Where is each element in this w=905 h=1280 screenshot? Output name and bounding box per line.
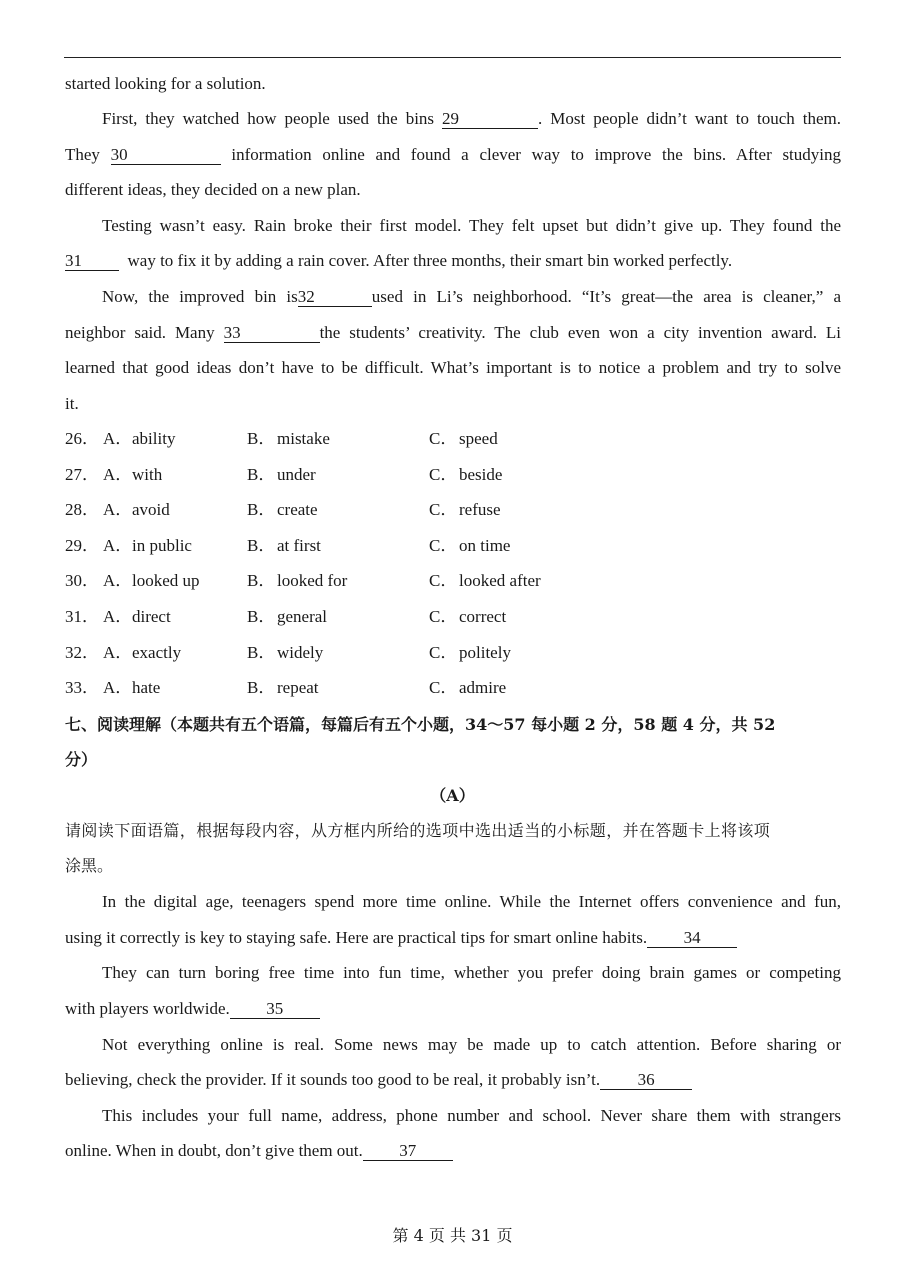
question-number: 30． — [65, 571, 99, 591]
blank-32: 32 — [298, 288, 372, 307]
text: way to fix it by adding a rain cover. After three months, their smart bin worked perfectly. — [127, 251, 733, 270]
option-a-letter: A． — [103, 607, 133, 626]
question-number: 33． — [65, 678, 99, 698]
option-c-letter: C． — [429, 429, 458, 448]
option-a: exactly — [132, 642, 182, 662]
option-a-letter: A． — [103, 429, 133, 448]
option-b-letter: B． — [247, 429, 276, 448]
passage-a-line: Not everything online is real. Some news may be made up to catch attention. Before sharing or — [102, 1035, 841, 1054]
option-b-letter: B． — [247, 464, 276, 484]
option-b: looked for — [277, 571, 348, 591]
option-a-letter: A． — [103, 642, 133, 662]
text: used in Li’s neighborhood. “It’s great—the area is cleaner,” a — [371, 287, 841, 306]
passage-line: started looking for a solution. — [65, 74, 266, 93]
option-b: under — [277, 464, 316, 484]
option-a: with — [132, 464, 163, 484]
passage-a-line: This includes your full name, address, phone number and school. Never share them with strangers — [102, 1106, 841, 1125]
text: They — [65, 145, 100, 164]
text: First, they watched how people used the bins — [102, 109, 435, 128]
option-b-letter: B． — [247, 607, 276, 626]
paragraph-31 — [65, 251, 841, 271]
question-number: 27． — [65, 464, 99, 484]
option-c: politely — [459, 642, 511, 662]
option-c-letter: C． — [429, 642, 458, 662]
option-a: direct — [132, 607, 171, 626]
passage-line: learned that good ideas don’t have to be difficult. What’s important is to notice a problem and try to solve — [65, 358, 841, 377]
option-a-letter: A． — [103, 535, 133, 555]
paragraph-30 — [65, 145, 841, 165]
option-b: repeat — [277, 678, 319, 698]
option-b: at first — [277, 535, 321, 555]
question-number: 29． — [65, 535, 99, 555]
option-b-letter: B． — [247, 642, 276, 662]
paragraph-33 — [65, 323, 841, 343]
paragraph-35 — [65, 999, 841, 1019]
passage-line: it. — [65, 394, 79, 413]
option-c: refuse — [459, 500, 501, 520]
instructions-cont: 涂黑。 — [65, 856, 114, 875]
option-a-letter: A． — [103, 500, 133, 520]
option-b: mistake — [277, 429, 330, 448]
option-c-letter: C． — [429, 464, 458, 484]
instructions: 请阅读下面语篇，根据每段内容，从方框内所给的选项中选出适当的小标题，并在答题卡上将该项 — [65, 821, 771, 840]
option-c: beside — [459, 464, 503, 484]
option-b-letter: B． — [247, 678, 276, 698]
option-c: admire — [459, 678, 507, 698]
part-title: （A） — [430, 786, 475, 805]
option-b: general — [277, 607, 328, 626]
option-a-letter: A． — [103, 571, 133, 591]
text: Now, the improved bin is — [102, 287, 298, 306]
text: information online and found a clever way to improve the bins. After studying — [231, 145, 842, 164]
section-heading-cont: 分） — [65, 750, 98, 769]
blank-30: 30 — [111, 146, 221, 165]
option-a: ability — [132, 429, 176, 448]
option-c-letter: C． — [429, 500, 458, 520]
paragraph-36 — [65, 1070, 841, 1090]
option-b-letter: B． — [247, 571, 276, 591]
option-c-letter: C． — [429, 571, 458, 591]
option-a-letter: A． — [103, 678, 133, 698]
blank-29: 29 — [442, 110, 538, 129]
text: the students’ creativity. The club even won a city invention award. Li — [319, 323, 842, 342]
blank-31: 31 — [65, 252, 119, 271]
option-c-letter: C． — [429, 678, 458, 698]
option-a-letter: A． — [103, 464, 133, 484]
option-c: looked after — [459, 571, 541, 591]
passage-line: Testing wasn’t easy. Rain broke their first model. They felt upset but didn’t give up. They found the — [102, 216, 841, 235]
text: with players worldwide. — [65, 999, 230, 1018]
question-number: 26． — [65, 429, 99, 448]
option-a: hate — [132, 678, 161, 698]
blank-34: 34 — [647, 929, 737, 948]
text: online. When in doubt, don’t give them out. — [65, 1141, 363, 1160]
option-b: widely — [277, 642, 324, 662]
blank-35: 35 — [230, 1000, 320, 1019]
question-number: 31． — [65, 607, 99, 626]
question-number: 32． — [65, 642, 99, 662]
question-number: 28． — [65, 500, 99, 520]
option-c: correct — [459, 607, 507, 626]
blank-37: 37 — [363, 1142, 453, 1161]
option-b-letter: B． — [247, 500, 276, 520]
option-a: avoid — [132, 500, 170, 520]
text: neighbor said. Many — [65, 323, 215, 342]
paragraph-29 — [102, 109, 841, 129]
text: believing, check the provider. If it sounds too good to be real, it probably isn’t. — [65, 1070, 601, 1089]
page-number: 第 4 页 共 31 页 — [392, 1226, 513, 1245]
option-c-letter: C． — [429, 535, 458, 555]
passage-a-line: In the digital age, teenagers spend more time online. While the Internet offers convenience and fun, — [102, 892, 841, 911]
option-c: on time — [459, 535, 511, 555]
paragraph-32 — [102, 287, 841, 307]
header-rule — [64, 57, 841, 58]
text: using it correctly is key to staying safe. Here are practical tips for smart online habits. — [65, 928, 648, 947]
option-c: speed — [459, 429, 498, 448]
passage-a-line: They can turn boring free time into fun time, whether you prefer doing brain games or competing — [102, 963, 841, 982]
option-a: looked up — [132, 571, 200, 591]
option-b: create — [277, 500, 318, 520]
passage-line: different ideas, they decided on a new plan. — [65, 180, 361, 199]
blank-36: 36 — [600, 1071, 692, 1090]
section-heading: 七、阅读理解（本题共有五个语篇，每篇后有五个小题，34～57 每小题 2 分，58 题 4 分，共 52 — [65, 715, 776, 734]
option-b-letter: B． — [247, 535, 276, 555]
paragraph-34 — [65, 928, 841, 948]
paragraph-37 — [65, 1141, 841, 1161]
blank-33: 33 — [224, 324, 320, 343]
option-a: in public — [132, 535, 192, 555]
text: . Most people didn’t want to touch them. — [538, 109, 841, 128]
option-c-letter: C． — [429, 607, 458, 626]
